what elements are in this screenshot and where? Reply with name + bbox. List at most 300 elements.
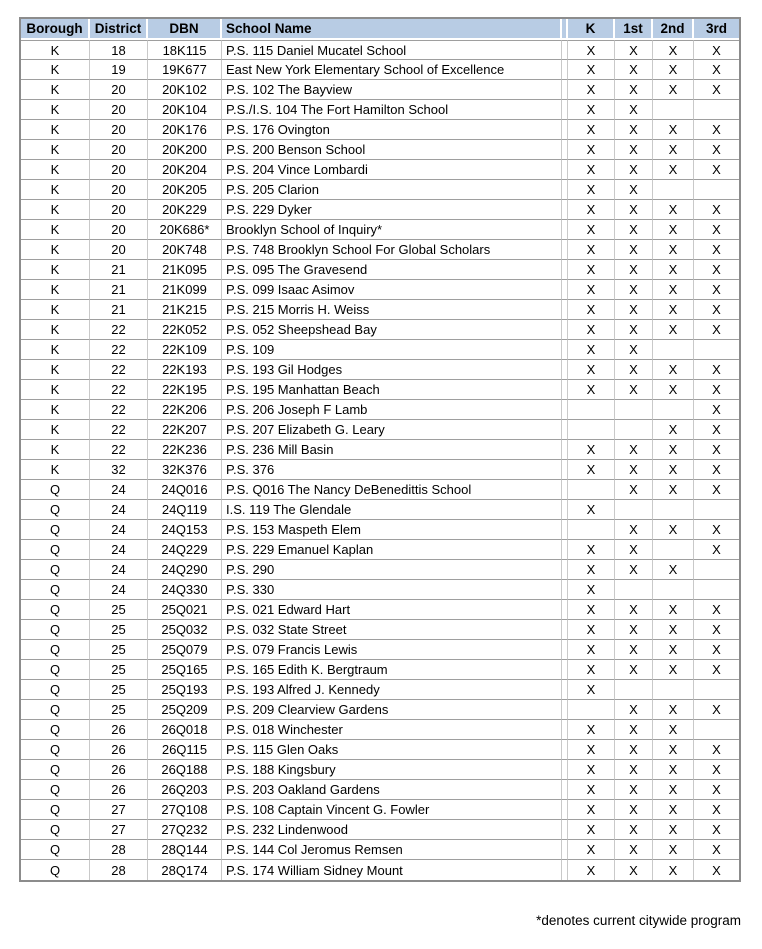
table-row [21, 800, 739, 820]
grade-2nd-cell: X [653, 760, 694, 780]
grade-k-cell: X [568, 360, 615, 380]
table-row [21, 180, 739, 200]
borough-cell: Q [21, 520, 90, 540]
grade-1st-cell: X [615, 80, 653, 100]
district-cell: 24 [90, 560, 148, 580]
table-row [21, 640, 739, 660]
district-cell: 20 [90, 180, 148, 200]
borough-cell: Q [21, 660, 90, 680]
borough-cell: K [21, 240, 90, 260]
school-table [21, 19, 739, 880]
grade-3rd-cell: X [694, 860, 739, 880]
grade-1st-cell: X [615, 560, 653, 580]
grade-1st-cell: X [615, 700, 653, 720]
grade-1st-cell: X [615, 220, 653, 240]
table-row [21, 100, 739, 120]
dbn-cell: 21K095 [148, 260, 222, 280]
school-name-cell: P.S. 052 Sheepshead Bay [222, 320, 562, 340]
school-name-cell: P.S. 290 [222, 560, 562, 580]
borough-cell: K [21, 400, 90, 420]
borough-cell: Q [21, 640, 90, 660]
grade-k-cell: X [568, 540, 615, 560]
district-cell: 25 [90, 600, 148, 620]
dbn-cell: 19K677 [148, 60, 222, 80]
grade-2nd-cell: X [653, 560, 694, 580]
table-row [21, 760, 739, 780]
grade-1st-cell: X [615, 280, 653, 300]
school-name-cell: P.S. 115 Glen Oaks [222, 740, 562, 760]
grade-3rd-cell: X [694, 780, 739, 800]
grade-3rd-cell: X [694, 60, 739, 80]
grade-1st-cell: X [615, 640, 653, 660]
dbn-cell: 25Q032 [148, 620, 222, 640]
table-row [21, 380, 739, 400]
table-row [21, 200, 739, 220]
header-school-name: School Name [222, 19, 562, 40]
dbn-cell: 20K204 [148, 160, 222, 180]
grade-k-cell: X [568, 320, 615, 340]
dbn-cell: 25Q165 [148, 660, 222, 680]
grade-3rd-cell [694, 180, 739, 200]
borough-cell: K [21, 140, 90, 160]
table-row [21, 720, 739, 740]
grade-1st-cell: X [615, 540, 653, 560]
borough-cell: K [21, 220, 90, 240]
dbn-cell: 20K102 [148, 80, 222, 100]
district-cell: 22 [90, 440, 148, 460]
dbn-cell: 24Q330 [148, 580, 222, 600]
dbn-cell: 24Q119 [148, 500, 222, 520]
table-row [21, 140, 739, 160]
school-name-cell: P.S. 079 Francis Lewis [222, 640, 562, 660]
table-row [21, 480, 739, 500]
grade-k-cell: X [568, 800, 615, 820]
borough-cell: Q [21, 860, 90, 880]
grade-1st-cell: X [615, 520, 653, 540]
grade-1st-cell: X [615, 120, 653, 140]
grade-k-cell: X [568, 640, 615, 660]
grade-3rd-cell: X [694, 640, 739, 660]
school-name-cell: P.S. 205 Clarion [222, 180, 562, 200]
grade-1st-cell: X [615, 440, 653, 460]
grade-3rd-cell: X [694, 160, 739, 180]
district-cell: 22 [90, 320, 148, 340]
school-name-cell: P.S. 203 Oakland Gardens [222, 780, 562, 800]
district-cell: 20 [90, 80, 148, 100]
grade-2nd-cell: X [653, 840, 694, 860]
grade-k-cell: X [568, 160, 615, 180]
school-name-cell: P.S. 144 Col Jeromus Remsen [222, 840, 562, 860]
grade-2nd-cell: X [653, 320, 694, 340]
grade-3rd-cell [694, 560, 739, 580]
table-row [21, 360, 739, 380]
grade-2nd-cell: X [653, 740, 694, 760]
grade-3rd-cell: X [694, 440, 739, 460]
table-row [21, 420, 739, 440]
dbn-cell: 21K099 [148, 280, 222, 300]
grade-k-cell: X [568, 780, 615, 800]
table-row [21, 820, 739, 840]
grade-3rd-cell: X [694, 400, 739, 420]
grade-k-cell: X [568, 720, 615, 740]
district-cell: 25 [90, 620, 148, 640]
district-cell: 28 [90, 860, 148, 880]
school-name-cell: P.S. 748 Brooklyn School For Global Scholars [222, 240, 562, 260]
school-name-cell: P.S. 193 Alfred J. Kennedy [222, 680, 562, 700]
school-name-cell: P.S. 153 Maspeth Elem [222, 520, 562, 540]
borough-cell: Q [21, 540, 90, 560]
district-cell: 26 [90, 740, 148, 760]
grade-k-cell: X [568, 100, 615, 120]
table-row [21, 260, 739, 280]
grade-1st-cell: X [615, 600, 653, 620]
header-grade-k: K [568, 19, 615, 40]
borough-cell: Q [21, 480, 90, 500]
school-name-cell: P.S. 021 Edward Hart [222, 600, 562, 620]
school-name-cell: P.S. 174 William Sidney Mount [222, 860, 562, 880]
table-row [21, 460, 739, 480]
grade-k-cell [568, 700, 615, 720]
borough-cell: K [21, 40, 90, 60]
district-cell: 24 [90, 540, 148, 560]
dbn-cell: 22K207 [148, 420, 222, 440]
dbn-cell: 25Q193 [148, 680, 222, 700]
borough-cell: K [21, 200, 90, 220]
table-row [21, 840, 739, 860]
borough-cell: K [21, 160, 90, 180]
grade-1st-cell: X [615, 240, 653, 260]
borough-cell: K [21, 180, 90, 200]
table-row [21, 780, 739, 800]
table-row [21, 540, 739, 560]
district-cell: 20 [90, 140, 148, 160]
grade-2nd-cell: X [653, 700, 694, 720]
district-cell: 22 [90, 360, 148, 380]
grade-2nd-cell: X [653, 720, 694, 740]
grade-3rd-cell: X [694, 700, 739, 720]
grade-3rd-cell [694, 580, 739, 600]
grade-2nd-cell: X [653, 360, 694, 380]
grade-k-cell: X [568, 580, 615, 600]
grade-2nd-cell: X [653, 600, 694, 620]
grade-k-cell: X [568, 760, 615, 780]
school-name-cell: P.S. 206 Joseph F Lamb [222, 400, 562, 420]
grade-k-cell: X [568, 40, 615, 60]
borough-cell: Q [21, 620, 90, 640]
borough-cell: Q [21, 780, 90, 800]
grade-2nd-cell: X [653, 300, 694, 320]
borough-cell: Q [21, 800, 90, 820]
grade-k-cell: X [568, 620, 615, 640]
grade-1st-cell [615, 680, 653, 700]
grade-2nd-cell: X [653, 860, 694, 880]
grade-3rd-cell: X [694, 420, 739, 440]
dbn-cell: 24Q229 [148, 540, 222, 560]
district-cell: 20 [90, 240, 148, 260]
borough-cell: Q [21, 560, 90, 580]
grade-k-cell: X [568, 120, 615, 140]
district-cell: 22 [90, 380, 148, 400]
table-row [21, 520, 739, 540]
grade-2nd-cell: X [653, 160, 694, 180]
grade-2nd-cell: X [653, 420, 694, 440]
grade-2nd-cell: X [653, 80, 694, 100]
school-name-cell: P.S. 018 Winchester [222, 720, 562, 740]
grade-1st-cell: X [615, 840, 653, 860]
grade-2nd-cell [653, 500, 694, 520]
district-cell: 20 [90, 120, 148, 140]
grade-1st-cell: X [615, 760, 653, 780]
header-grade-3rd: 3rd [694, 19, 739, 40]
school-name-cell: P.S. 176 Ovington [222, 120, 562, 140]
school-name-cell: P.S. 099 Isaac Asimov [222, 280, 562, 300]
dbn-cell: 20K686* [148, 220, 222, 240]
header-borough: Borough [21, 19, 90, 40]
grade-1st-cell: X [615, 800, 653, 820]
dbn-cell: 26Q018 [148, 720, 222, 740]
grade-1st-cell: X [615, 460, 653, 480]
table-row [21, 740, 739, 760]
dbn-cell: 20K229 [148, 200, 222, 220]
grade-2nd-cell: X [653, 480, 694, 500]
district-cell: 25 [90, 680, 148, 700]
dbn-cell: 22K193 [148, 360, 222, 380]
school-name-cell: P.S. 376 [222, 460, 562, 480]
district-cell: 22 [90, 340, 148, 360]
grade-2nd-cell: X [653, 220, 694, 240]
grade-k-cell: X [568, 440, 615, 460]
grade-3rd-cell: X [694, 600, 739, 620]
grade-3rd-cell [694, 340, 739, 360]
table-row [21, 700, 739, 720]
grade-3rd-cell: X [694, 240, 739, 260]
grade-3rd-cell: X [694, 120, 739, 140]
grade-1st-cell [615, 400, 653, 420]
grade-k-cell: X [568, 280, 615, 300]
school-name-cell: P.S. 330 [222, 580, 562, 600]
grade-k-cell: X [568, 180, 615, 200]
citywide-program-footnote: *denotes current citywide program [536, 913, 741, 928]
grade-1st-cell [615, 500, 653, 520]
grade-k-cell: X [568, 140, 615, 160]
grade-3rd-cell: X [694, 140, 739, 160]
grade-3rd-cell: X [694, 480, 739, 500]
dbn-cell: 24Q290 [148, 560, 222, 580]
table-row [21, 220, 739, 240]
grade-2nd-cell: X [653, 520, 694, 540]
dbn-cell: 27Q108 [148, 800, 222, 820]
table-row [21, 580, 739, 600]
borough-cell: Q [21, 720, 90, 740]
school-name-cell: P.S. 188 Kingsbury [222, 760, 562, 780]
district-cell: 21 [90, 300, 148, 320]
table-row [21, 160, 739, 180]
borough-cell: K [21, 360, 90, 380]
grade-2nd-cell: X [653, 40, 694, 60]
district-cell: 20 [90, 200, 148, 220]
school-table-container [19, 17, 741, 882]
grade-1st-cell: X [615, 200, 653, 220]
district-cell: 28 [90, 840, 148, 860]
district-cell: 18 [90, 40, 148, 60]
grade-1st-cell: X [615, 820, 653, 840]
dbn-cell: 27Q232 [148, 820, 222, 840]
district-cell: 21 [90, 260, 148, 280]
dbn-cell: 25Q209 [148, 700, 222, 720]
grade-2nd-cell: X [653, 120, 694, 140]
dbn-cell: 22K195 [148, 380, 222, 400]
grade-3rd-cell [694, 720, 739, 740]
table-row [21, 440, 739, 460]
borough-cell: K [21, 340, 90, 360]
school-name-cell: P.S. 102 The Bayview [222, 80, 562, 100]
grade-2nd-cell [653, 180, 694, 200]
grade-3rd-cell: X [694, 820, 739, 840]
school-name-cell: P.S. 232 Lindenwood [222, 820, 562, 840]
grade-1st-cell: X [615, 40, 653, 60]
grade-1st-cell: X [615, 320, 653, 340]
table-row [21, 400, 739, 420]
grade-k-cell: X [568, 300, 615, 320]
grade-1st-cell: X [615, 720, 653, 740]
dbn-cell: 26Q188 [148, 760, 222, 780]
header-dbn: DBN [148, 19, 222, 40]
grade-3rd-cell: X [694, 320, 739, 340]
dbn-cell: 20K200 [148, 140, 222, 160]
grade-k-cell: X [568, 840, 615, 860]
table-header-row [21, 19, 739, 40]
grade-1st-cell: X [615, 160, 653, 180]
grade-1st-cell: X [615, 860, 653, 880]
grade-2nd-cell: X [653, 460, 694, 480]
grade-1st-cell: X [615, 300, 653, 320]
borough-cell: K [21, 300, 90, 320]
borough-cell: K [21, 60, 90, 80]
borough-cell: Q [21, 580, 90, 600]
grade-3rd-cell [694, 500, 739, 520]
table-row [21, 300, 739, 320]
school-name-cell: P.S. 195 Manhattan Beach [222, 380, 562, 400]
district-cell: 32 [90, 460, 148, 480]
borough-cell: Q [21, 760, 90, 780]
school-name-cell: P.S. 095 The Gravesend [222, 260, 562, 280]
grade-3rd-cell: X [694, 660, 739, 680]
table-row [21, 340, 739, 360]
grade-2nd-cell: X [653, 200, 694, 220]
dbn-cell: 32K376 [148, 460, 222, 480]
district-cell: 27 [90, 820, 148, 840]
grade-k-cell [568, 420, 615, 440]
grade-1st-cell [615, 420, 653, 440]
table-row [21, 280, 739, 300]
grade-3rd-cell: X [694, 840, 739, 860]
grade-k-cell: X [568, 80, 615, 100]
district-cell: 26 [90, 720, 148, 740]
grade-3rd-cell: X [694, 200, 739, 220]
table-row [21, 60, 739, 80]
grade-k-cell: X [568, 740, 615, 760]
borough-cell: Q [21, 820, 90, 840]
grade-k-cell: X [568, 60, 615, 80]
grade-1st-cell: X [615, 360, 653, 380]
dbn-cell: 22K109 [148, 340, 222, 360]
grade-3rd-cell: X [694, 620, 739, 640]
grade-1st-cell: X [615, 140, 653, 160]
header-district: District [90, 19, 148, 40]
table-body [21, 40, 739, 880]
school-name-cell: P.S. 209 Clearview Gardens [222, 700, 562, 720]
grade-2nd-cell: X [653, 280, 694, 300]
dbn-cell: 20K176 [148, 120, 222, 140]
table-row [21, 320, 739, 340]
dbn-cell: 22K206 [148, 400, 222, 420]
table-row [21, 40, 739, 60]
grade-3rd-cell: X [694, 520, 739, 540]
district-cell: 20 [90, 220, 148, 240]
grade-2nd-cell: X [653, 780, 694, 800]
grade-k-cell: X [568, 680, 615, 700]
grade-k-cell: X [568, 220, 615, 240]
school-name-cell: P.S. 032 State Street [222, 620, 562, 640]
grade-k-cell: X [568, 460, 615, 480]
district-cell: 24 [90, 580, 148, 600]
borough-cell: K [21, 280, 90, 300]
borough-cell: Q [21, 740, 90, 760]
grade-k-cell: X [568, 860, 615, 880]
grade-k-cell: X [568, 820, 615, 840]
table-row [21, 600, 739, 620]
district-cell: 21 [90, 280, 148, 300]
grade-k-cell: X [568, 260, 615, 280]
grade-1st-cell [615, 580, 653, 600]
dbn-cell: 20K104 [148, 100, 222, 120]
grade-1st-cell: X [615, 180, 653, 200]
table-row [21, 860, 739, 880]
school-name-cell: I.S. 119 The Glendale [222, 500, 562, 520]
grade-1st-cell: X [615, 60, 653, 80]
school-name-cell: P.S. 215 Morris H. Weiss [222, 300, 562, 320]
table-row [21, 240, 739, 260]
district-cell: 22 [90, 420, 148, 440]
grade-1st-cell: X [615, 480, 653, 500]
school-name-cell: P.S. 207 Elizabeth G. Leary [222, 420, 562, 440]
grade-1st-cell: X [615, 620, 653, 640]
borough-cell: K [21, 80, 90, 100]
grade-2nd-cell: X [653, 440, 694, 460]
grade-1st-cell: X [615, 380, 653, 400]
district-cell: 27 [90, 800, 148, 820]
grade-2nd-cell: X [653, 260, 694, 280]
school-name-cell: P.S. 115 Daniel Mucatel School [222, 40, 562, 60]
grade-2nd-cell: X [653, 140, 694, 160]
grade-1st-cell: X [615, 740, 653, 760]
grade-k-cell: X [568, 240, 615, 260]
dbn-cell: 24Q153 [148, 520, 222, 540]
grade-2nd-cell [653, 100, 694, 120]
grade-k-cell: X [568, 200, 615, 220]
school-name-cell: P.S. 236 Mill Basin [222, 440, 562, 460]
grade-2nd-cell [653, 580, 694, 600]
school-name-cell: P.S. 165 Edith K. Bergtraum [222, 660, 562, 680]
school-name-cell: P.S. 204 Vince Lombardi [222, 160, 562, 180]
school-name-cell: P.S./I.S. 104 The Fort Hamilton School [222, 100, 562, 120]
table-row [21, 560, 739, 580]
table-row [21, 660, 739, 680]
borough-cell: Q [21, 700, 90, 720]
table-row [21, 500, 739, 520]
grade-3rd-cell: X [694, 460, 739, 480]
grade-2nd-cell: X [653, 800, 694, 820]
